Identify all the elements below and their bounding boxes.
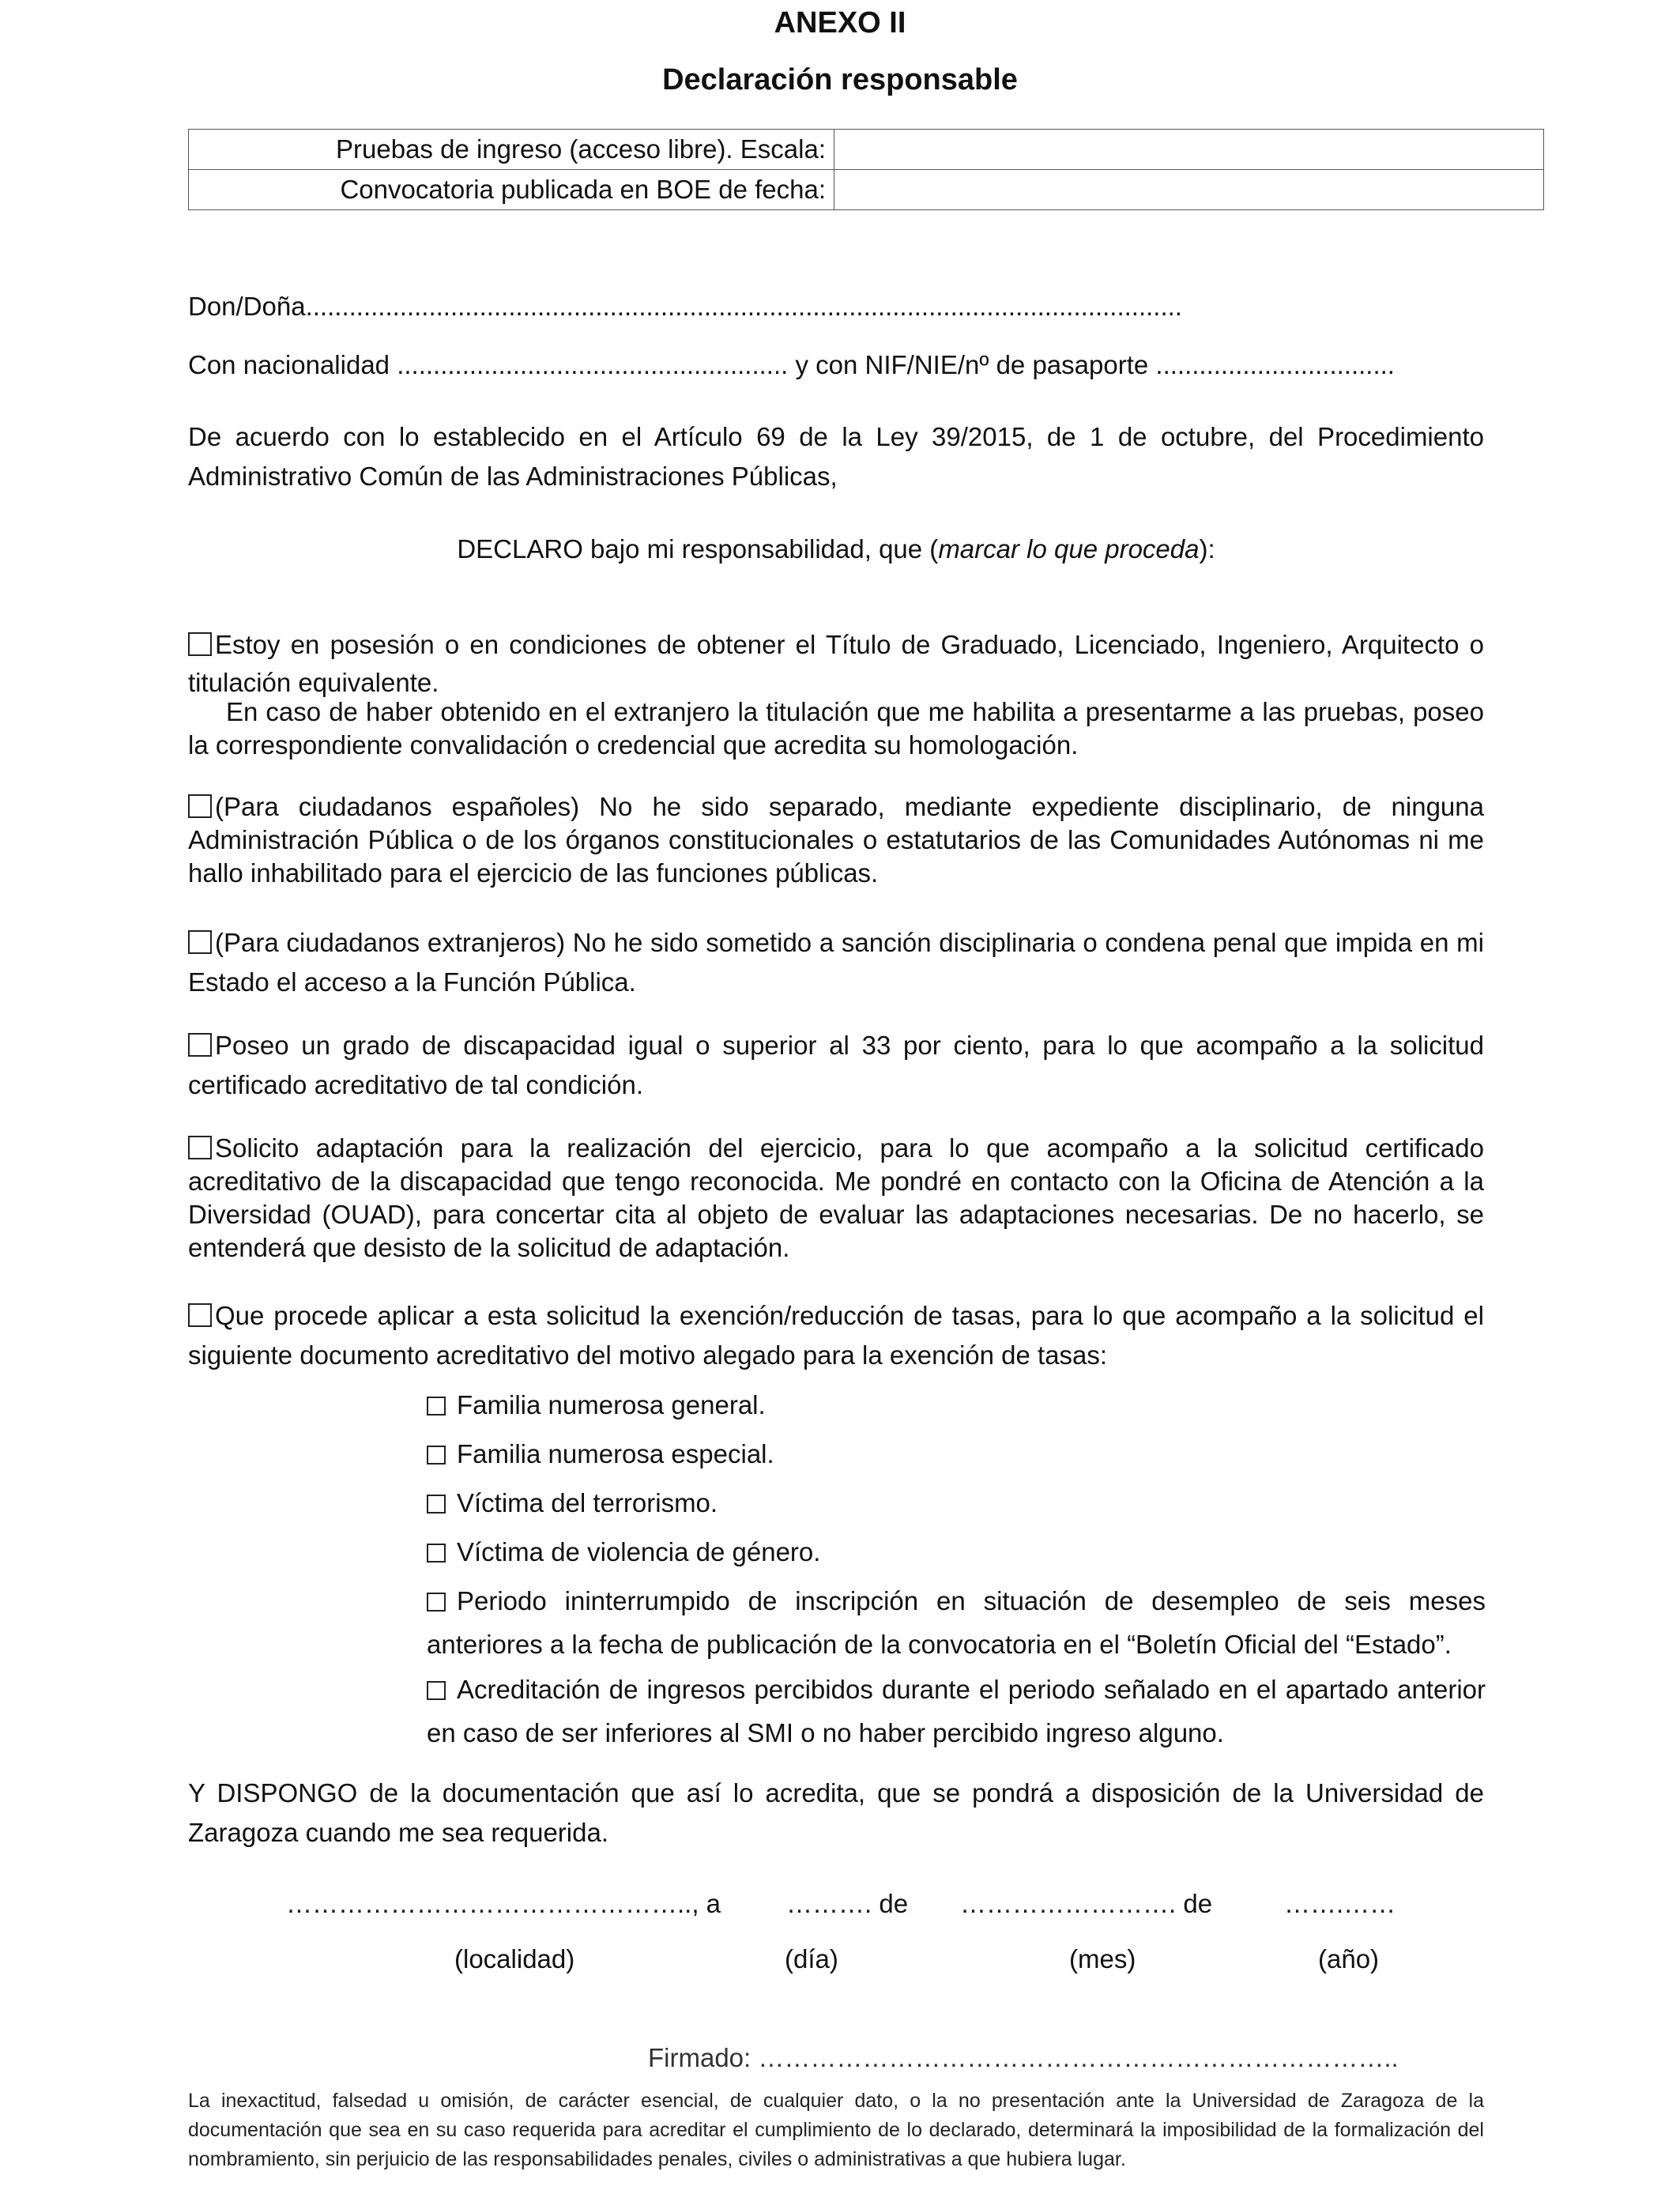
declaro-line xyxy=(188,530,1484,569)
item-text: Solicito adaptación para la realización del ejercicio, para lo que acompaño a la solicitud certificado acreditativo de la discapacidad que tengo reconocida. Me pondré en contacto con la Oficina de Atención a la Diversidad (OUAD), para concertar cita al objeto de evaluar las adaptaciones necesarias. De no hacerlo, se entenderá que desisto de la solicitud de adaptación. xyxy=(188,1133,1484,1262)
dia-label: (día) xyxy=(785,1944,838,1973)
checkbox[interactable] xyxy=(427,1593,446,1612)
declaro-prefix: DECLARO bajo mi responsabilidad, que ( xyxy=(457,534,939,564)
checkbox[interactable] xyxy=(427,1544,446,1563)
footer-note: La inexactitud, falsedad u omisión, de carácter esencial, de cualquier dato, o la no presentación ante la Universidad de Zaragoza de la documentación que sea en su caso requerida para acreditar el cumplimiento de lo declarado, determinará la imposibilidad de la formalización del nombramiento, sin perjuicio de las responsabilidades penales, civiles o administrativas a que hubiera lugar. xyxy=(188,2090,1484,2170)
item-text: Estoy en posesión o en condiciones de obtener el Título de Graduado, Licenciado, Ingeniero, Arquitecto o titulación equivalente. xyxy=(188,630,1484,697)
checkbox[interactable] xyxy=(427,1446,446,1465)
sub-item-text: Familia numerosa especial. xyxy=(457,1439,774,1468)
sub-item-text: Víctima de violencia de género. xyxy=(457,1537,821,1566)
declaration-item-adaptacion xyxy=(188,1132,1484,1265)
escala-label: Pruebas de ingreso (acceso libre). Escala: xyxy=(189,130,834,170)
firmado-line[interactable] xyxy=(648,2043,1399,2073)
anio-field[interactable]: …….…… xyxy=(1284,1889,1396,1918)
anio-label: (año) xyxy=(1318,1944,1380,1973)
declaration-item-discapacidad xyxy=(188,1026,1484,1105)
don-dona-line[interactable]: Don/Doña......................................................................................................................... xyxy=(188,292,1182,321)
declaration-item-extranjeros xyxy=(188,923,1484,1002)
nacionalidad-line[interactable]: Con nacionalidad ...................................................... y con NIF/NIE/nº de pasaporte ................................. xyxy=(188,350,1395,379)
firmado-dots: ……………………………………………………………….. xyxy=(758,2043,1399,2072)
mes-field[interactable]: ……………………. de xyxy=(960,1889,1213,1918)
checkbox[interactable] xyxy=(427,1681,446,1700)
localidad-label: (localidad) xyxy=(454,1944,575,1973)
item-text: (Para ciudadanos españoles) No he sido separado, mediante expediente disciplinario, de ninguna Administración Pública o de los órganos constitucionales o estatutarios de las Comunidades Autónomas ni me hallo inhabilitado para el ejercicio de las funciones públicas. xyxy=(188,792,1484,888)
item-text: Que procede aplicar a esta solicitud la exención/reducción de tasas, para lo que acompaño a la solicitud el siguiente documento acreditativo del motivo alegado para la exención de tasas: xyxy=(188,1301,1484,1370)
checkbox[interactable] xyxy=(188,1303,212,1327)
localidad-field[interactable]: ……………………………………….., a xyxy=(286,1889,721,1918)
sub-item-terrorismo xyxy=(427,1481,1486,1525)
table-row xyxy=(189,170,1544,210)
checkbox[interactable] xyxy=(188,794,212,818)
sub-item-violencia-genero xyxy=(427,1530,1486,1574)
page-title: ANEXO II xyxy=(774,6,906,40)
header-table xyxy=(188,129,1544,210)
declaration-item-exencion-tasas xyxy=(188,1296,1484,1375)
dia-field[interactable]: ………. de xyxy=(786,1889,909,1918)
checkbox[interactable] xyxy=(188,632,212,656)
checkbox[interactable] xyxy=(188,930,212,954)
sub-item-text: Familia numerosa general. xyxy=(457,1390,766,1419)
sub-item-familia-especial xyxy=(427,1432,1486,1476)
table-row xyxy=(189,130,1544,170)
declaro-suffix: ): xyxy=(1199,534,1215,564)
boe-fecha-field[interactable] xyxy=(834,170,1544,210)
item-text: Poseo un grado de discapacidad igual o superior al 33 por ciento, para lo que acompaño a la solicitud certificado acreditativo de tal condición. xyxy=(188,1031,1484,1099)
intro-paragraph: De acuerdo con lo establecido en el Artículo 69 de la Ley 39/2015, de 1 de octubre, del Procedimiento Administrativo Común de las Administraciones Públicas, xyxy=(188,422,1484,491)
declaration-item-titulo xyxy=(188,626,1484,702)
sub-item-familia-general xyxy=(427,1383,1486,1427)
mes-label: (mes) xyxy=(1069,1944,1136,1973)
boe-fecha-label: Convocatoria publicada en BOE de fecha: xyxy=(189,170,834,210)
firmado-label: Firmado: xyxy=(648,2043,751,2072)
sub-item-ingresos xyxy=(427,1668,1486,1755)
declaro-italic: marcar lo que proceda xyxy=(938,534,1200,564)
sub-item-text: Víctima del terrorismo. xyxy=(457,1488,718,1517)
item-text: (Para ciudadanos extranjeros) No he sido sometido a sanción disciplinaria o condena penal que impida en mi Estado el acceso a la Función Pública. xyxy=(188,928,1484,997)
declaration-item-espanoles xyxy=(188,790,1484,890)
sub-item-text: Acreditación de ingresos percibidos durante el periodo señalado en el apartado anterior en caso de ser inferiores al SMI o no haber percibido ingreso alguno. xyxy=(427,1675,1486,1747)
dispongo-paragraph: Y DISPONGO de la documentación que así lo acredita, que se pondrá a disposición de la Universidad de Zaragoza cuando me sea requerida. xyxy=(188,1778,1484,1847)
checkbox[interactable] xyxy=(427,1495,446,1514)
page-subtitle: Declaración responsable xyxy=(662,63,1018,96)
checkbox[interactable] xyxy=(188,1033,212,1057)
declaration-item-titulo-extra: En caso de haber obtenido en el extranjero la titulación que me habilita a presentarme a las pruebas, poseo la correspondiente convalidación o credencial que acredita su homologación. xyxy=(188,697,1484,760)
checkbox[interactable] xyxy=(427,1397,446,1416)
checkbox[interactable] xyxy=(188,1136,212,1159)
sub-item-text: Periodo ininterrumpido de inscripción en situación de desempleo de seis meses anteriores a la fecha de publicación de la convocatoria en el “Boletín Oficial del “Estado”. xyxy=(427,1586,1486,1659)
sub-item-desempleo xyxy=(427,1579,1486,1666)
escala-field[interactable] xyxy=(834,130,1544,170)
